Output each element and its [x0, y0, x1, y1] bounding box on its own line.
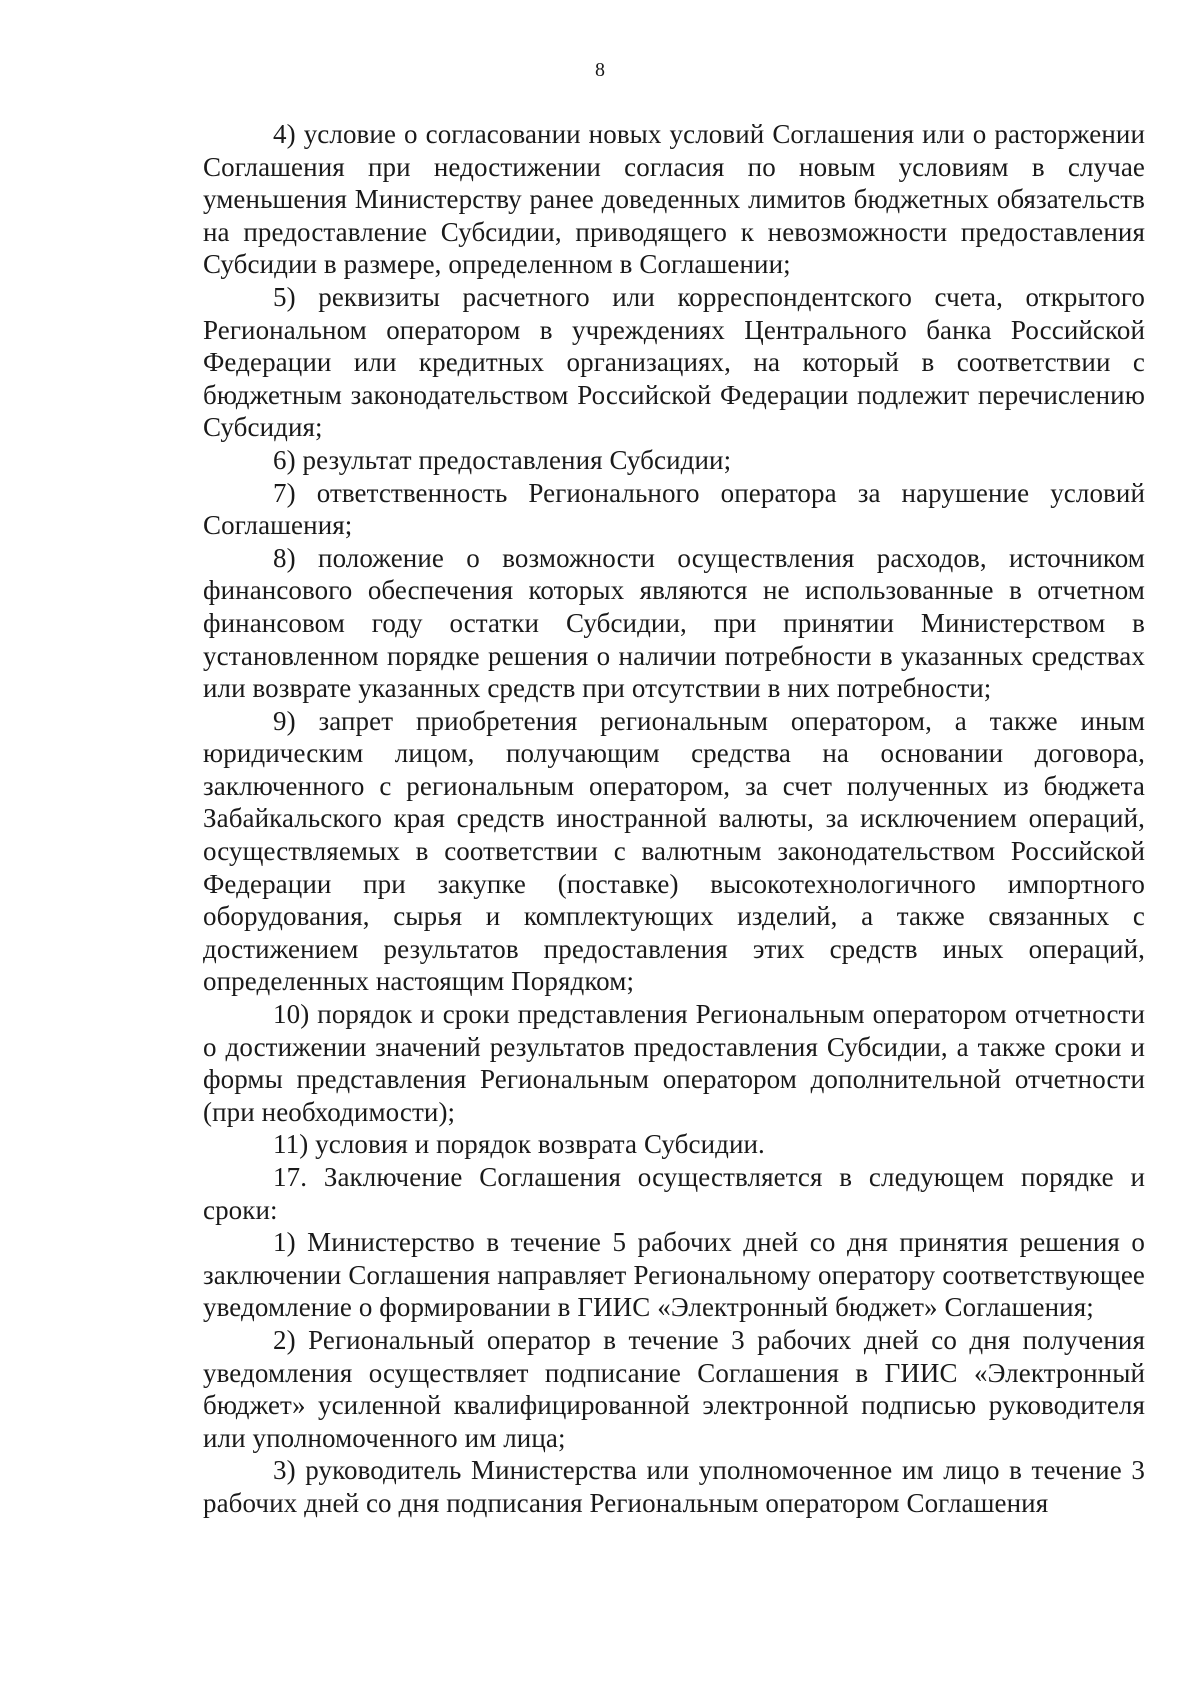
paragraph-item-8: 8) положение о возможности осуществления расходов, источником финансового обеспечения которых являются не использованные в отчетном финансовом году остатки Субсидии, при принятии Министерством в установленном порядке решения о наличии потребности в указанных средствах или возврате указанных средств при отсутствии в них потребности;: [203, 542, 1145, 704]
paragraph-item-6: 6) результат предоставления Субсидии;: [273, 444, 732, 475]
paragraph-step-1: 1) Министерство в течение 5 рабочих дней со дня принятия решения о заключении Соглашения направляет Региональному оператору соответствующее уведомление о формировании в ГИИС «Электронный бюджет» Соглашения;: [203, 1227, 1145, 1323]
paragraph-section-17: 17. Заключение Соглашения осуществляется в следующем порядке и сроки:: [203, 1162, 1145, 1225]
paragraph-step-2: 2) Региональный оператор в течение 3 рабочих дней со дня получения уведомления осуществляет подписание Соглашения в ГИИС «Электронный бюджет» усиленной квалифицированной электронной подписью руководителя или уполномоченного им лица;: [203, 1324, 1145, 1453]
paragraph-item-4: 4) условие о согласовании новых условий Соглашения или о расторжении Соглашения при недостижении согласия по новым условиям в случае уменьшения Министерству ранее доведенных лимитов бюджетных обязательств на предоставление Субсидии, приводящего к невозможности предоставления Субсидии в размере, определенном в Соглашении;: [203, 119, 1145, 280]
paragraph-item-9: 9) запрет приобретения региональным оператором, а также иным юридическим лицом, получающим средства на основании договора, заключенного с региональным оператором, за счет полученных из бюджета Забайкальского края средств иностранной валюты, за исключением операций, осуществляемых в соответствии с валютным законодательством Российской Федерации при закупке (поставке) высокотехнологичного импортного оборудования, сырья и комплектующих изделий, а также связанных с достижением результатов предоставления этих средств иных операций, определенных настоящим Порядком;: [203, 705, 1145, 997]
page-number: 8: [595, 59, 605, 81]
paragraph-item-10: 10) порядок и сроки представления Региональным оператором отчетности о достижении значений результатов предоставления Субсидии, а также сроки и формы представления Региональным оператором дополнительной отчетности (при необходимости);: [203, 999, 1145, 1127]
paragraph-item-7: 7) ответственность Регионального оператора за нарушение условий Соглашения;: [203, 477, 1145, 541]
paragraph-item-11: 11) условия и порядок возврата Субсидии.: [273, 1129, 765, 1160]
document-body: [203, 118, 1145, 1520]
paragraph-step-3: 3) руководитель Министерства или уполномоченное им лицо в течение 3 рабочих дней со дня подписания Региональным оператором Соглашения: [203, 1455, 1145, 1518]
paragraph-item-5: 5) реквизиты расчетного или корреспондентского счета, открытого Региональном оператором в учреждениях Центрального банка Российской Федерации или кредитных организациях, на который в соответствии с бюджетным законодательством Российской Федерации подлежит перечислению Субсидия;: [203, 281, 1145, 443]
